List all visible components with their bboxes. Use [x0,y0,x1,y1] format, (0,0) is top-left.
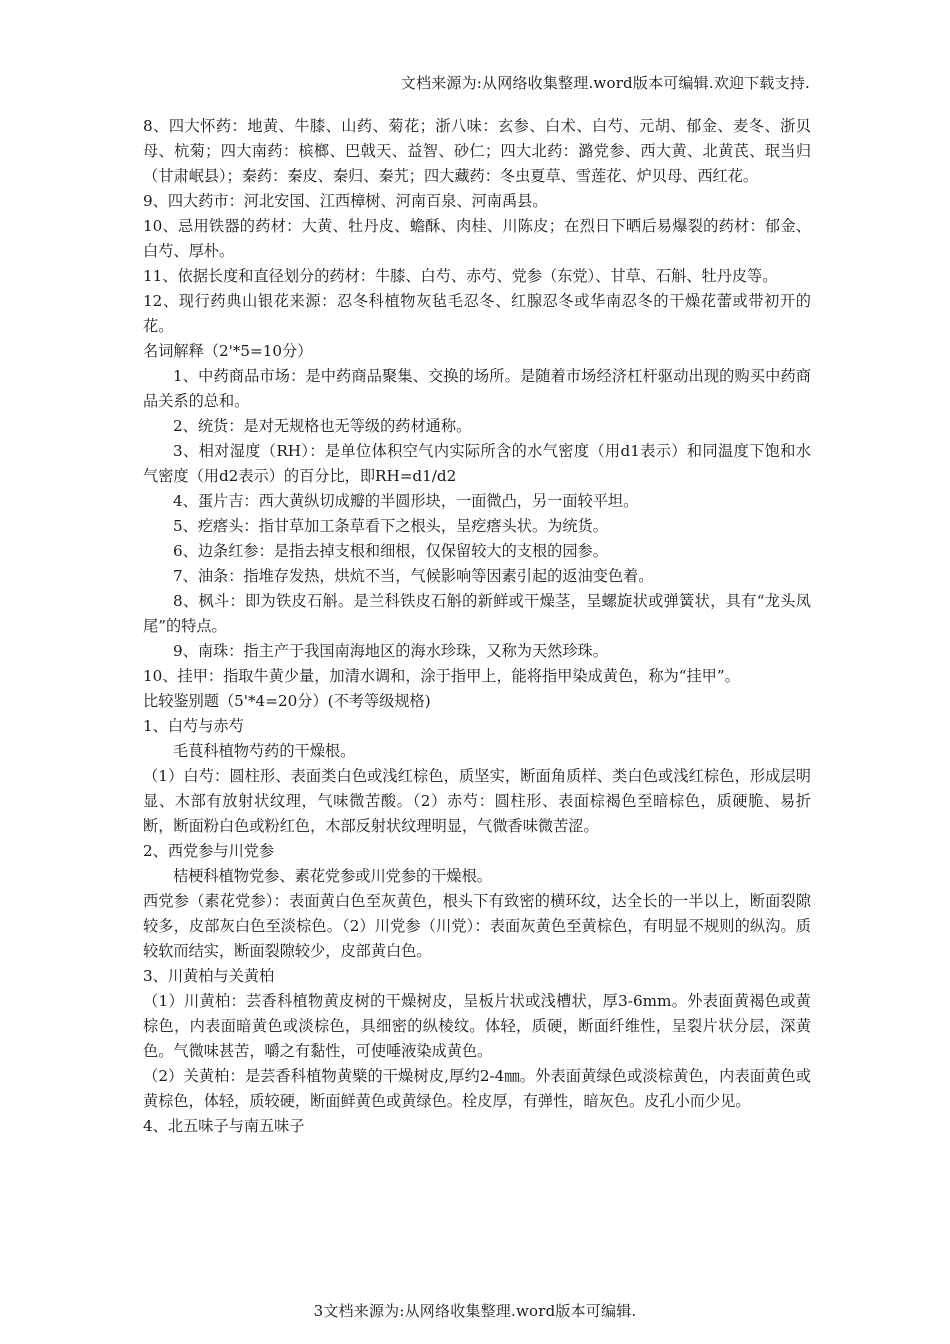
subheading: 3、川黄柏与关黄柏 [143,967,275,985]
paragraph: 10、忌用铁器的药材：大黄、牡丹皮、蟾酥、肉桂、川陈皮；在烈日下晒后易爆裂的药材：郁金、白芍、厚朴。 [143,217,811,260]
subheading: 2、西党参与川党参 [143,842,275,860]
paragraph: 3、相对湿度（RH）：是单位体积空气内实际所含的水气密度（用d1表示）和同温度下饱和水气密度（用d2表示）的百分比，即RH=d1/d2 [143,442,811,485]
paragraph: 7、油条：指堆存发热，烘炕不当，气候影响等因素引起的返油变色着。 [173,567,654,585]
paragraph: 8、四大怀药：地黄、牛膝、山药、菊花；浙八味：玄参、白术、白芍、元胡、郁金、麦冬、浙贝母、杭菊；四大南药：槟榔、巴戟天、益智、砂仁；四大北药：潞党参、西大黄、北黄芪、珉当归（甘肃岷县）；秦药：秦皮、秦归、秦艽；四大藏药：冬虫夏草、雪莲花、炉贝母、西红花。 [143,117,811,185]
paragraph: 9、四大药市：河北安国、江西樟树、河南百泉、河南禹县。 [143,192,548,210]
paragraph: 5、疙瘩头：指甘草加工条草看下之根头，呈疙瘩头状。为统货。 [173,517,608,535]
paragraph: 2、统货：是对无规格也无等级的药材通称。 [173,417,472,435]
section-heading: 名词解释（2'*5=10分） [143,342,313,360]
section-heading: 比较鉴别题（5'*4=20分）(不考等级规格) [143,692,431,710]
subheading: 1、白芍与赤芍 [143,717,244,735]
document-body [143,114,811,1139]
paragraph: 11、依据长度和直径划分的药材：牛膝、白芍、赤芍、党参（东党）、甘草、石斛、牡丹皮等。 [143,267,778,285]
paragraph: 毛茛科植物芍药的干燥根。 [173,742,356,760]
paragraph: 6、边条红参：是指去掉支根和细根，仅保留较大的支根的园参。 [173,542,608,560]
paragraph: 12、现行药典山银花来源：忍冬科植物灰毡毛忍冬、红腺忍冬或华南忍冬的干燥花蕾或带初开的花。 [143,292,811,335]
page-header: 文档来源为:从网络收集整理.word版本可编辑.欢迎下载支持. [400,74,810,92]
subheading: 4、北五味子与南五味子 [143,1117,305,1135]
paragraph: 西党参（素花党参）：表面黄白色至灰黄色，根头下有致密的横环纹，达全长的一半以上，断面裂隙较多，皮部灰白色至淡棕色。（2）川党参（川党）：表面灰黄色至黄棕色，有明显不规则的纵沟。质较软而结实，断面裂隙较少，皮部黄白色。 [143,892,811,960]
page-footer: 3文档来源为:从网络收集整理.word版本可编辑. [313,1302,637,1320]
paragraph: 桔梗科植物党参、素花党参或川党参的干燥根。 [173,867,492,885]
paragraph: 4、蛋片吉：西大黄纵切成瓣的半圆形块，一面微凸，另一面较平坦。 [173,492,639,510]
paragraph: （1）白芍：圆柱形、表面类白色或浅红棕色，质坚实，断面角质样、类白色或浅红棕色，形成层明显、木部有放射状纹理，气味微苦酸。（2）赤芍：圆柱形、表面棕褐色至暗棕色，质硬脆、易折断，断面粉白色或粉红色，木部反射状纹理明显，气微香味微苦涩。 [143,767,811,835]
paragraph: （1）川黄柏：芸香科植物黄皮树的干燥树皮，呈板片状或浅槽状，厚3-6mm。外表面黄褐色或黄棕色，内表面暗黄色或淡棕色，具细密的纵棱纹。体轻，质硬，断面纤维性，呈裂片状分层，深黄色。气微味甚苦，嚼之有黏性，可使唾液染成黄色。 [143,992,811,1060]
paragraph: 10、挂甲：指取牛黄少量，加清水调和，涂于指甲上，能将指甲染成黄色，称为“挂甲”。 [143,667,740,685]
paragraph: 9、南珠：指主产于我国南海地区的海水珍珠，又称为天然珍珠。 [173,642,608,660]
paragraph: 8、枫斗：即为铁皮石斛。是兰科铁皮石斛的新鲜或干燥茎，呈螺旋状或弹簧状，具有“龙头凤尾”的特点。 [143,592,811,635]
paragraph: （2）关黄柏：是芸香科植物黄檗的干燥树皮,厚约2-4㎜。外表面黄绿色或淡棕黄色，内表面黄色或黄棕色，体轻，质较硬，断面鲜黄色或黄绿色。栓皮厚，有弹性，暗灰色。皮孔小而少见。 [143,1067,811,1110]
paragraph: 1、中药商品市场：是中药商品聚集、交换的场所。是随着市场经济杠杆驱动出现的购买中药商品关系的总和。 [143,367,811,410]
